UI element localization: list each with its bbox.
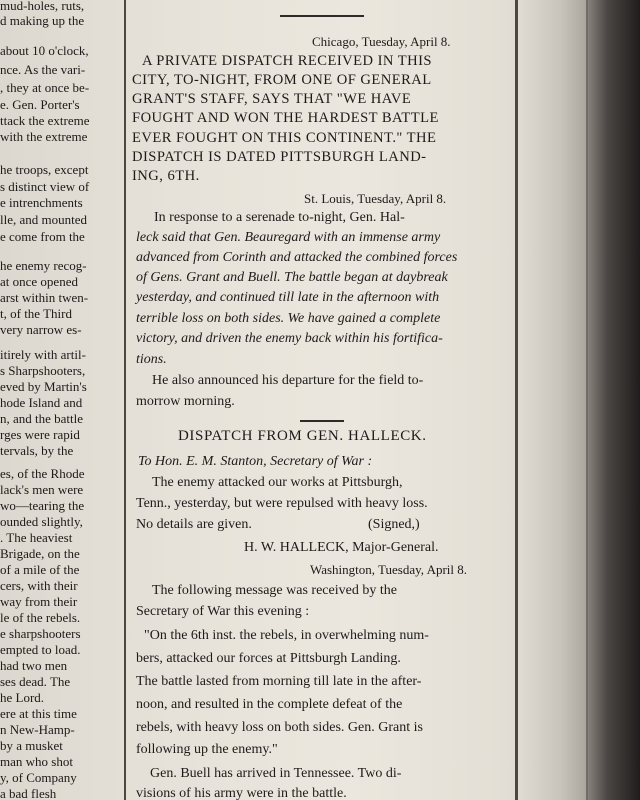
left-line: nce. As the vari- [0, 62, 86, 77]
left-line: Brigade, on the [0, 546, 80, 561]
left-line: e come from the [0, 229, 85, 244]
article-line: Secretary of War this evening : [136, 604, 310, 619]
left-line: d making up the [0, 13, 85, 28]
left-line: ere at this time [0, 706, 77, 721]
article-line: terrible loss on both sides. We have gained a complete [136, 311, 441, 326]
page-curl-shading [520, 0, 588, 800]
article-line: yesterday, and continued till late in the afternoon with [136, 290, 440, 305]
dateline-washington: Washington, Tuesday, April 8. [310, 562, 468, 577]
left-line: itirely with artil- [0, 347, 86, 362]
section-rule [280, 15, 364, 17]
dispatch-line: GRANT'S STAFF, SAYS THAT "WE HAVE [132, 91, 412, 107]
column-rule [515, 0, 518, 800]
article-line: Tenn., yesterday, but were repulsed with heavy loss. [136, 496, 428, 511]
left-line: es, of the Rhode [0, 466, 85, 481]
left-line: t, of the Third [0, 306, 72, 321]
left-line: way from their [0, 594, 78, 609]
article-line: leck said that Gen. Beauregard with an immense army [136, 230, 441, 245]
left-line: y, of Company [0, 770, 77, 785]
dispatch-line: DISPATCH IS DATED PITTSBURGH LAND- [132, 149, 427, 165]
main-column [132, 0, 516, 800]
article-line: "On the 6th inst. the rebels, in overwhelming num- [144, 628, 429, 643]
left-line: s Sharpshooters, [0, 363, 86, 378]
left-line: empted to load. [0, 642, 81, 657]
left-line: he Lord. [0, 690, 45, 705]
article-line: He also announced his departure for the field to- [152, 373, 424, 388]
dispatch-line: ING, 6TH. [132, 168, 200, 184]
left-line: cers, with their [0, 578, 78, 593]
article-line: Gen. Buell has arrived in Tennessee. Two di- [150, 766, 402, 781]
left-line: at once opened [0, 274, 78, 289]
article-line: The enemy attacked our works at Pittsburgh, [152, 475, 403, 490]
article-line: advanced from Corinth and attacked the combined forces [136, 250, 458, 265]
left-line: arst within twen- [0, 290, 89, 305]
left-line: le of the rebels. [0, 610, 81, 625]
left-line: of a mile of the [0, 562, 80, 577]
page-edge-shadow [586, 0, 640, 800]
left-line: eved by Martin's [0, 379, 87, 394]
left-line: e sharpshooters [0, 626, 81, 641]
left-line: ses dead. The [0, 674, 71, 689]
addressee-line: To Hon. E. M. Stanton, Secretary of War : [138, 454, 373, 469]
article-line: The following message was received by the [152, 583, 397, 598]
left-line: he enemy recog- [0, 258, 87, 273]
article-line: No details are given. [136, 517, 252, 532]
left-line: n, and the battle [0, 411, 84, 426]
left-line: very narrow es- [0, 322, 82, 337]
left-column-text [0, 0, 122, 800]
dispatch-line: FOUGHT AND WON THE HARDEST BATTLE [132, 110, 439, 126]
left-line: s distinct view of [0, 179, 90, 194]
signed-label: (Signed,) [368, 517, 420, 532]
left-line: . The heaviest [0, 530, 73, 545]
article-line: victory, and driven the enemy back within his fortifica- [136, 331, 443, 346]
column-rule [124, 0, 126, 800]
left-line: ttack the extreme [0, 113, 90, 128]
left-line: he troops, except [0, 162, 89, 177]
dateline-chicago: Chicago, Tuesday, April 8. [312, 34, 451, 49]
section-rule [300, 420, 344, 422]
article-line: noon, and resulted in the complete defeat of the [136, 697, 403, 712]
halleck-heading: DISPATCH FROM GEN. HALLECK. [178, 428, 427, 444]
left-line: , they at once be- [0, 80, 90, 95]
left-line: e intrenchments [0, 195, 83, 210]
article-line: visions of his army were in the battle. [136, 786, 347, 800]
article-line: of Gens. Grant and Buell. The battle began at daybreak [136, 270, 448, 285]
article-line: rebels, with heavy loss on both sides. Gen. Grant is [136, 720, 423, 735]
left-line: hode Island and [0, 395, 83, 410]
left-line: about 10 o'clock, [0, 43, 89, 58]
left-line: a bad flesh [0, 786, 57, 800]
article-line: bers, attacked our forces at Pittsburgh Landing. [136, 651, 401, 666]
left-line: had two men [0, 658, 68, 673]
article-line: following up the enemy." [136, 742, 278, 757]
article-line: tions. [136, 352, 167, 367]
left-line: tervals, by the [0, 443, 74, 458]
article-line: The battle lasted from morning till late in the after- [136, 674, 422, 689]
left-line: wo—tearing the [0, 498, 85, 513]
left-line: n New-Hamp- [0, 722, 75, 737]
left-line: mud-holes, ruts, [0, 0, 85, 13]
dateline-st-louis: St. Louis, Tuesday, April 8. [304, 191, 447, 206]
article-line: morrow morning. [136, 394, 235, 409]
dispatch-line: CITY, TO-NIGHT, FROM ONE OF GENERAL [132, 72, 432, 88]
left-line: ounded slightly, [0, 514, 83, 529]
dispatch-line: EVER FOUGHT ON THIS CONTINENT." THE [132, 130, 437, 146]
left-line: e. Gen. Porter's [0, 97, 80, 112]
left-line: lle, and mounted [0, 212, 88, 227]
left-line: lack's men were [0, 482, 84, 497]
dispatch-line: A PRIVATE DISPATCH RECEIVED IN THIS [142, 53, 432, 69]
article-line: In response to a serenade to-night, Gen. Hal- [154, 210, 405, 225]
left-line: by a musket [0, 738, 63, 753]
left-line: with the extreme [0, 129, 88, 144]
signature-line: H. W. HALLECK, Major-General. [244, 540, 439, 555]
left-line: rges were rapid [0, 427, 80, 442]
left-line: man who shot [0, 754, 73, 769]
